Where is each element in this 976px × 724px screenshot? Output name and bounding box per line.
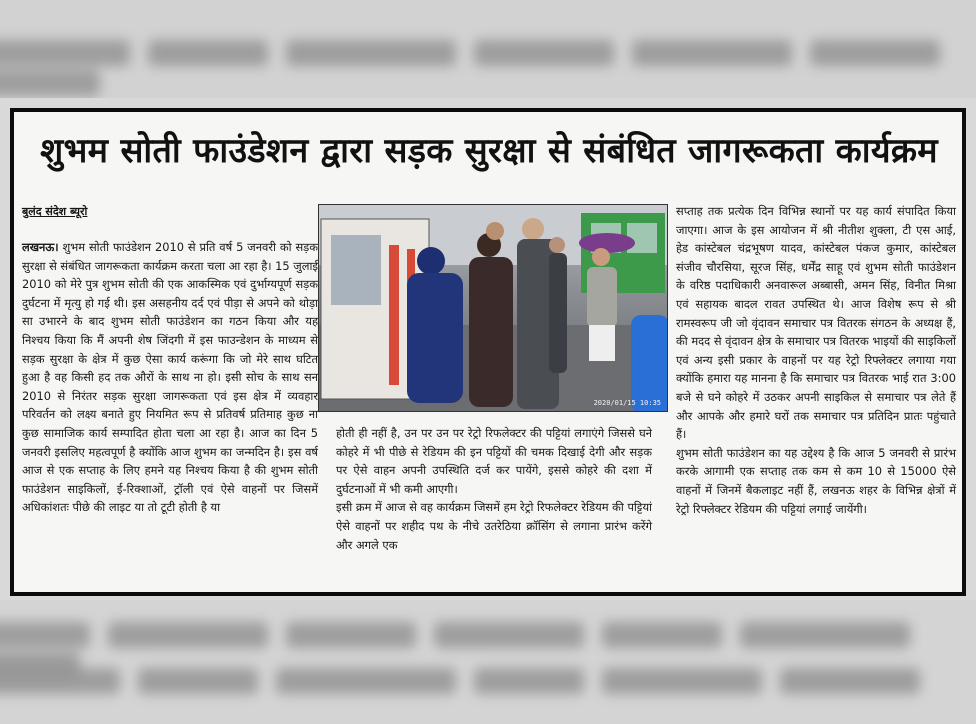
- column-3-paragraph-1: सप्ताह तक प्रत्येक दिन विभिन्न स्थानों पर यह कार्य संपादित किया जाएगा। आज के इस आयोजन में श्री नीतीश शुक्ला, टी एस आई, हेड कांस्टेबल चंद्रभूषण यादव, कांस्टेबल पंकज कुमार, कांस्टेबल संजीव चौरसिया, सूरज सिंह, धर्मेंद्र साहू एवं शुभम सोती फाउंडेशन के वरिष्ठ पदाधिकारी अनवारूल अब्बासी, अमन सिंह, विनीत मिश्रा एवं सहायक बादल रावत उपस्थित थे। आज विशेष रूप से श्री रामस्वरूप जी जो वृंदावन समाचार पत्र वितरक संगठन के अध्यक्ष हैं, की मदद से वृंदावन क्षेत्र के समाचार पत्र वितरक भाइयों की साइकिलों एवं अन्य इसी प्रकार के वाहनों पर यह रेट्रो रिफ्लेक्टर लगाया गया क्योंकि हमारा यह मानना है कि समाचार पत्र वितरक भाई रात 3:00 बजे से घने कोहरे में उठकर अपनी साइकिल से समाचार पत्र लेते हैं और आपके और हमारे घरों तक समाचार पत्र प्रतिदिन प्रातः पहुंचाते हैं।: [676, 204, 956, 442]
- column-2-paragraph-1: होती ही नहीं है, उन पर उन पर रेट्रो रिफलेक्टर की पट्टियां लगाएंगे जिससे घने कोहरे में भी पीछे से रेडियम की इन पट्टियों की चमक दिखाई देगी और सड़क पर ऐसे वाहन अपनी उपस्थिति दर्ज कर पायेंगे, इससे कोहरे की दशा में दुर्घटनाओं में भी कमी आएगी।: [336, 426, 652, 496]
- dateline: लखनऊ।: [22, 240, 59, 254]
- newspaper-clipping: [10, 108, 966, 596]
- blurred-background-top: [0, 0, 976, 98]
- article-column-2: [336, 424, 652, 554]
- column-2-paragraph-2: इसी क्रम में आज से वह कार्यक्रम जिसमें हम रेट्रो रिफलेक्टर रेडियम की पट्टियां ऐसे वाहनों पर शहीद पथ के नीचे उतरेठिया क्रॉसिंग से लगाना प्रारंभ करेंगे और अगले एक: [336, 500, 652, 552]
- blurred-text-strip: [0, 40, 976, 98]
- article-column-3: [676, 202, 956, 518]
- column-1-paragraph: [22, 238, 318, 517]
- blurred-background-bottom: [0, 600, 976, 724]
- column-3-paragraph-2: शुभम सोती फाउंडेशन का यह उद्देश्य है कि आज 5 जनवरी से प्रारंभ करके आगामी एक सप्ताह तक कम से कम 10 से 15000 ऐसे वाहनों में जिनमें बैकलाइट नहीं हैं, लखनऊ शहर के विभिन्न क्षेत्रों में रेट्रो रिफ्लेक्टर रेडियम की पट्टियां लगाई जायेंगी।: [676, 445, 956, 516]
- photo-timestamp: 2020/01/15 10:35: [593, 399, 661, 407]
- photo-illustration: [319, 205, 668, 412]
- article-column-1: [22, 238, 318, 517]
- article-headline: शुभम सोती फाउंडेशन द्वारा सड़क सुरक्षा से संबंधित जागरूकता कार्यक्रम: [40, 131, 938, 171]
- blurred-text-strip: [0, 668, 976, 698]
- article-photo: [318, 204, 668, 412]
- column-1-text: शुभम सोती फाउंडेशन 2010 से प्रति वर्ष 5 जनवरी को सड़क सुरक्षा से संबंधित जागरूकता कार्यक्रम करता चला आ रहा है। 15 जुलाई 2010 को मेरे पुत्र शुभम सोती की एक आकस्मिक एवं दुर्भाग्यपूर्ण सड़क दुर्घटना में मृत्यु हो गई थी। इस असहनीय दर्द एवं पीड़ा से अपने को थोड़ा सा उभारने के बाद शुभम सोती फाउंडेशन का गठन किया और यह निश्चय किया कि मैं अपनी शेष जिंदगी में इस फाउन्डेशन के माध्यम से सड़क सुरक्षा के क्षेत्र में कुछ ऐसा कार्य करूंगा कि जो मेरे साथ घटित हुआ है वह किसी हद तक औरों के साथ ना हो। इसी सोच के साथ सन 2010 से निरंतर सड़क सुरक्षा जागरूकता एवं इस क्षेत्र में व्यवहार परिवर्तन को लक्ष्य बनाते हुए नियमित रूप से प्रतिवर्ष प्रतिमाह कुछ ना कुछ सामाजिक कार्य सम्पादित होता चला आ रहा है। आज का दिन 5 जनवरी इसलिए महत्वपूर्ण है क्योंकि आज शुभम का जन्मदिन है। इस वर्ष आज से एक सप्ताह के लिए हमने यह निश्चय किया है की शुभम सोती फाउंडेशन साइकिलों, ई-रिक्शाओं, ट्रॉली एवं ऐसे वाहनों पर जिसमें अधिकांशतः पीछे की लाइट या तो टूटी होती है या: [22, 240, 319, 515]
- article-byline: बुलंद संदेश ब्यूरो: [22, 205, 88, 218]
